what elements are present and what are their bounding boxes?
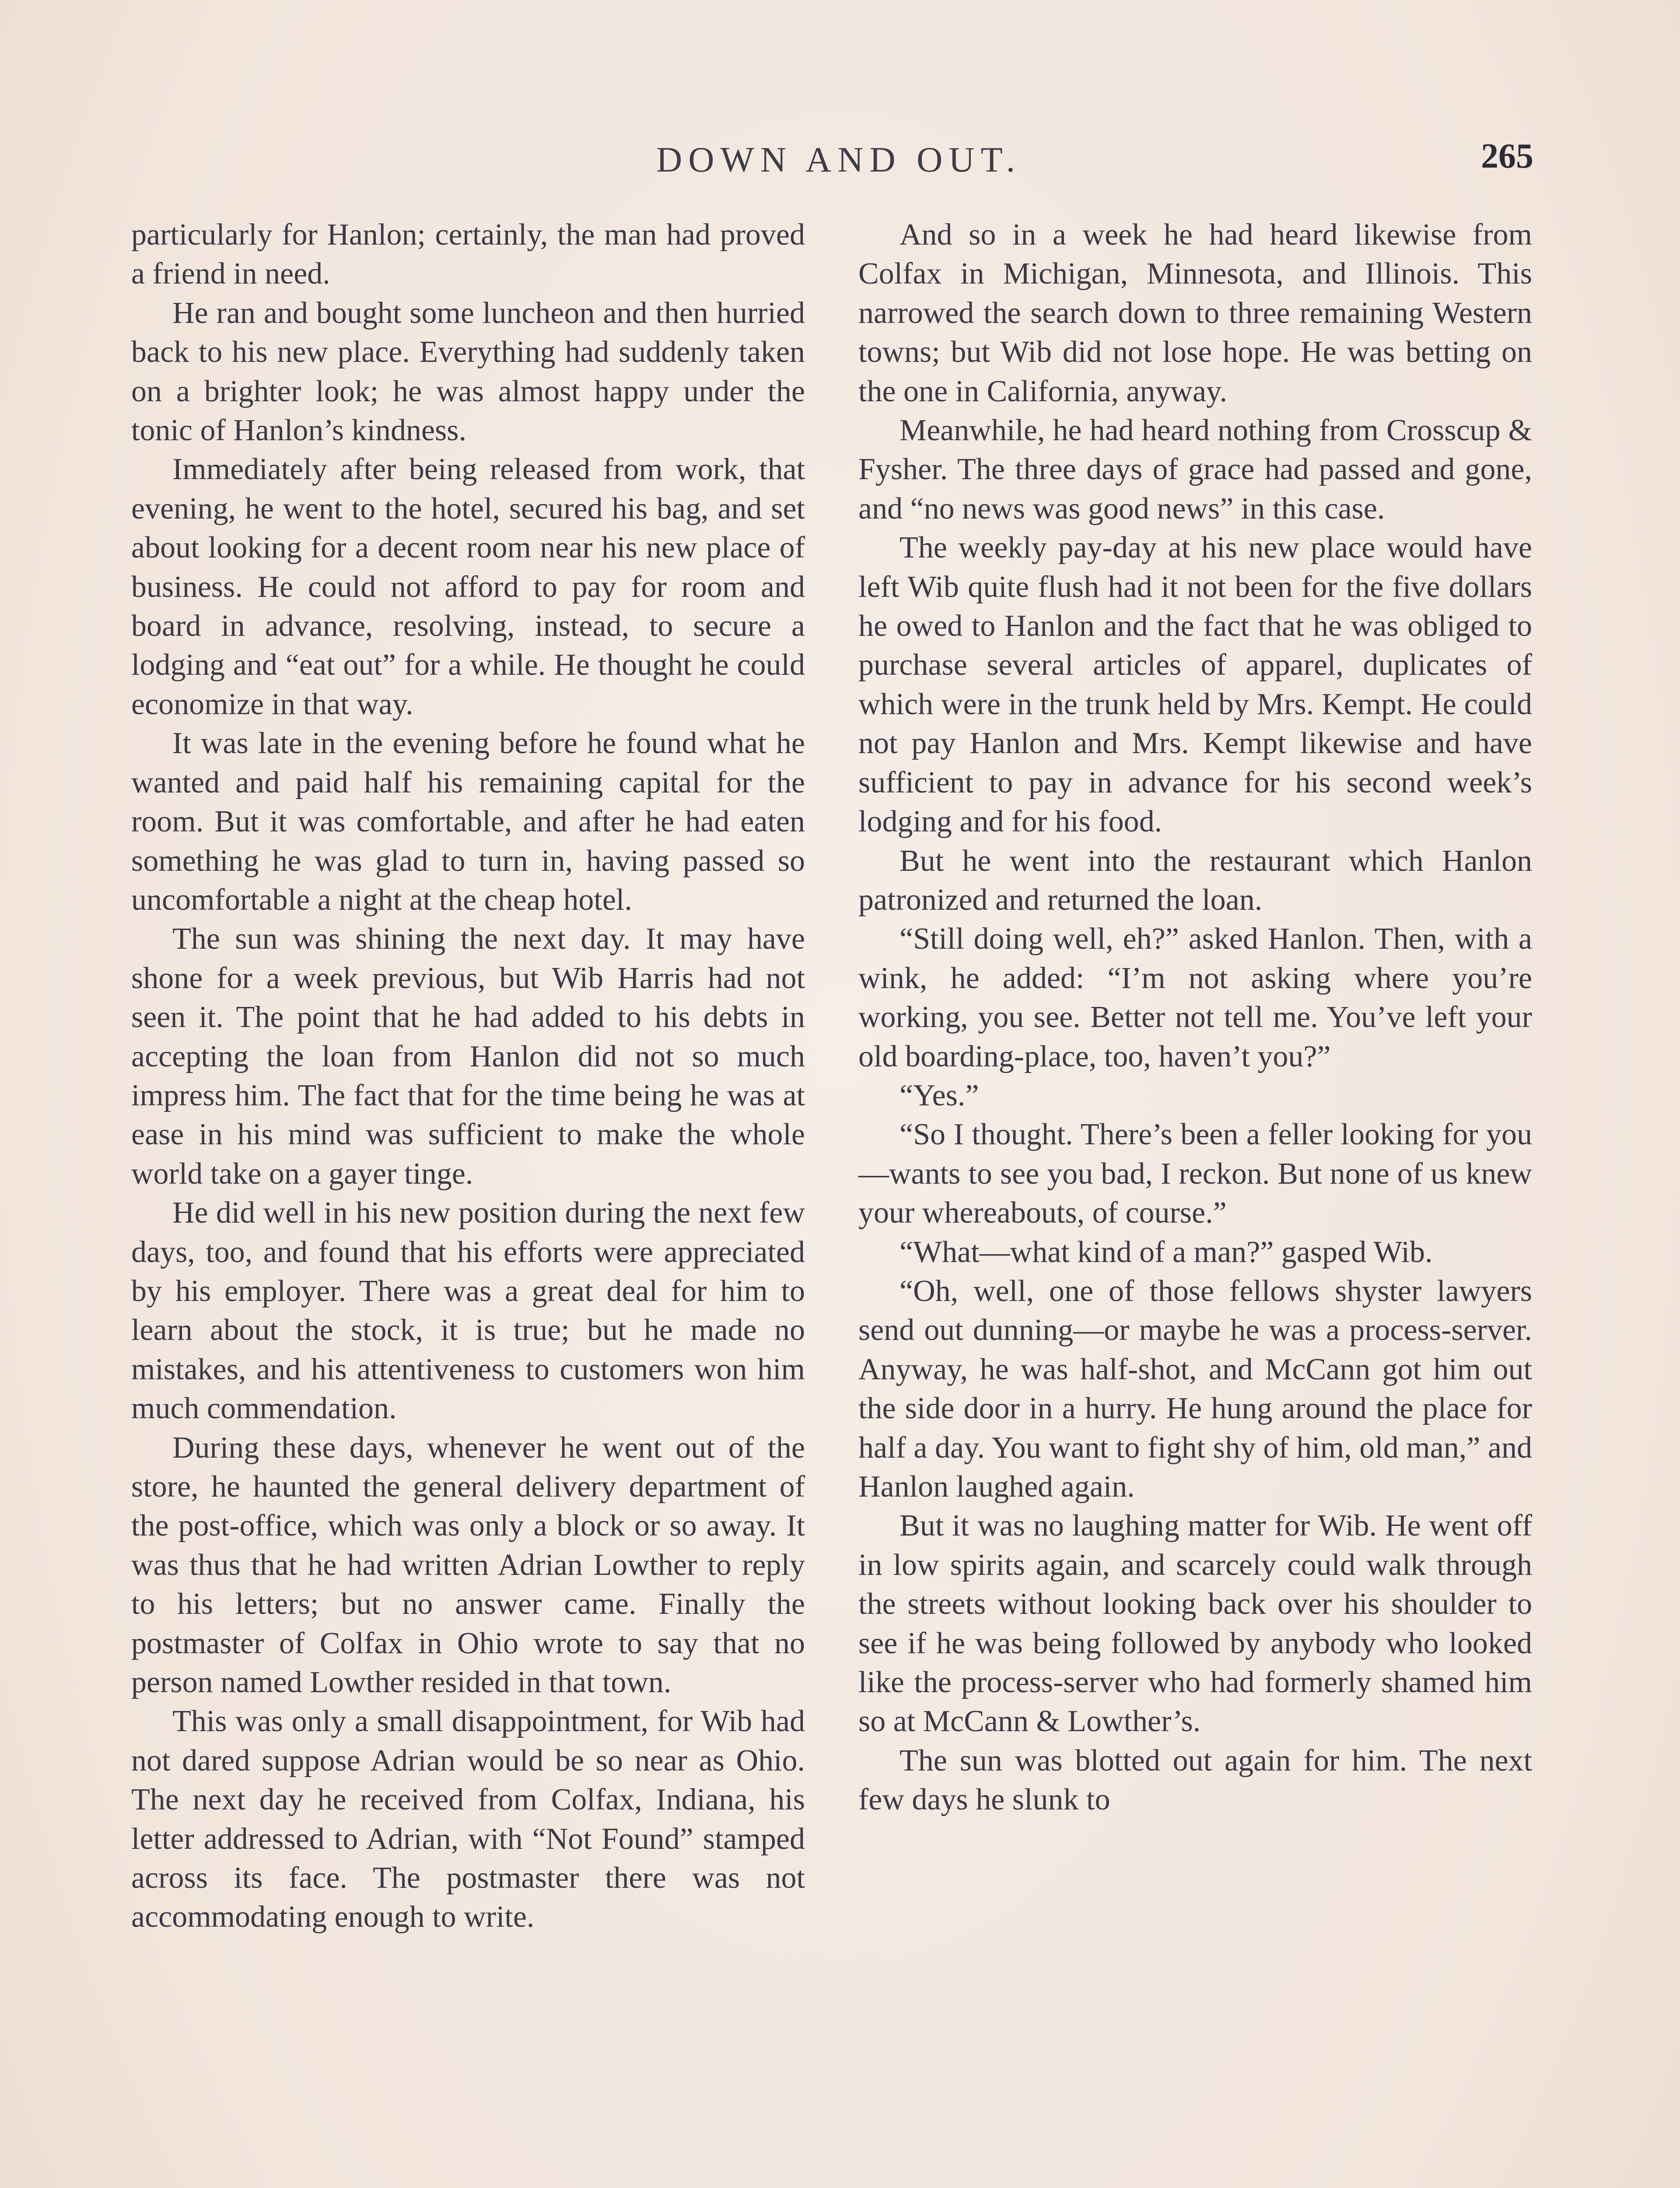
paragraph: But he went into the restaurant which Hanlon patronized and returned the loan. (858, 844, 1532, 917)
paragraph: “Still doing well, eh?” asked Hanlon. Then, with a wink, he added: “I’m not asking where you’re working, you see. Better not tell me. You’ve left your old boarding-place, too, haven’t you?” (858, 922, 1532, 1073)
left-column (131, 215, 805, 1937)
right-column (858, 215, 1532, 1820)
paragraph: And so in a week he had heard likewise from Colfax in Michigan, Minnesota, and Illinois. This narrowed the search down to three remaining Western towns; but Wib did not lose hope. He was betting on the one in California, anyway. (858, 218, 1532, 408)
paragraph: The sun was blotted out again for him. The next few days he slunk to (858, 1743, 1532, 1817)
page-number: 265 (1481, 137, 1533, 175)
paragraph: The sun was shining the next day. It may have shone for a week previous, but Wib Harris had not seen it. The point that he had added to his debts in accepting the loan from Hanlon did not so much impress him. The fact that for the time being he was at ease in his mind was sufficient to make the whole world take on a gayer tinge. (131, 922, 805, 1191)
paragraph: This was only a small disappointment, for Wib had not dared suppose Adrian would be so near as Ohio. The next day he received from Colfax, Indiana, his letter addressed to Adrian, with “Not Found” stamped across its face. The postmaster there was not accommodating enough to write. (131, 1704, 805, 1934)
paragraph: Meanwhile, he had heard nothing from Crosscup & Fysher. The three days of grace had passed and gone, and “no news was good news” in this case. (858, 414, 1532, 526)
paragraph: “What—what kind of a man?” gasped Wib. (900, 1235, 1433, 1269)
paragraph: “Oh, well, one of those fellows shyster lawyers send out dunning—or maybe he was a process-server. Anyway, he was half-shot, and McCann got him out the side door in a hurry. He hung around the place for half a day. You want to fight shy of him, old man,” and Hanlon laughed again. (858, 1274, 1532, 1504)
paragraph: “Yes.” (900, 1078, 979, 1112)
paragraph: The weekly pay-day at his new place would have left Wib quite flush had it not been for the five dollars he owed to Hanlon and the fact that he was obliged to purchase several articles of apparel, duplicates of which were in the trunk held by Mrs. Kempt. He could not pay Hanlon and Mrs. Kempt likewise and have sufficient to pay in advance for his second week’s lodging and for his food. (858, 531, 1532, 839)
paragraph: “So I thought. There’s been a feller looking for you—wants to see you bad, I reckon. But none of us knew your whereabouts, of course.” (858, 1118, 1532, 1230)
paragraph: During these days, whenever he went out of the store, he haunted the general delivery department of the post-office, which was only a block or so away. It was thus that he had written Adrian Lowther to reply to his letters; but no answer came. Finally the postmaster of Colfax in Ohio wrote to say that no person named Lowther resided in that town. (131, 1431, 805, 1700)
paragraph: particularly for Hanlon; certainly, the man had proved a friend in need. (131, 218, 805, 291)
running-head: DOWN AND OUT. (656, 140, 1022, 179)
paragraph: It was late in the evening before he found what he wanted and paid half his remaining capital for the room. But it was comfortable, and after he had eaten something he was glad to turn in, having passed so uncomfortable a night at the cheap hotel. (131, 726, 805, 917)
paragraph: He ran and bought some luncheon and then hurried back to his new place. Everything had suddenly taken on a brighter look; he was almost happy under the tonic of Hanlon’s kindness. (131, 296, 805, 448)
paragraph: He did well in his new position during the next few days, too, and found that his efforts were appreciated by his employer. There was a great deal for him to learn about the stock, it is true; but he made no mistakes, and his attentiveness to customers won him much commendation. (131, 1196, 805, 1426)
paragraph: Immediately after being released from work, that evening, he went to the hotel, secured his bag, and set about looking for a decent room near his new place of business. He could not afford to pay for room and board in advance, resolving, instead, to secure a lodging and “eat out” for a while. He thought he could economize in that way. (131, 452, 805, 721)
paragraph: But it was no laughing matter for Wib. He went off in low spirits again, and scarcely could walk through the streets without looking back over his shoulder to see if he was being followed by anybody who looked like the process-server who had formerly shamed him so at McCann & Lowther’s. (858, 1509, 1532, 1739)
